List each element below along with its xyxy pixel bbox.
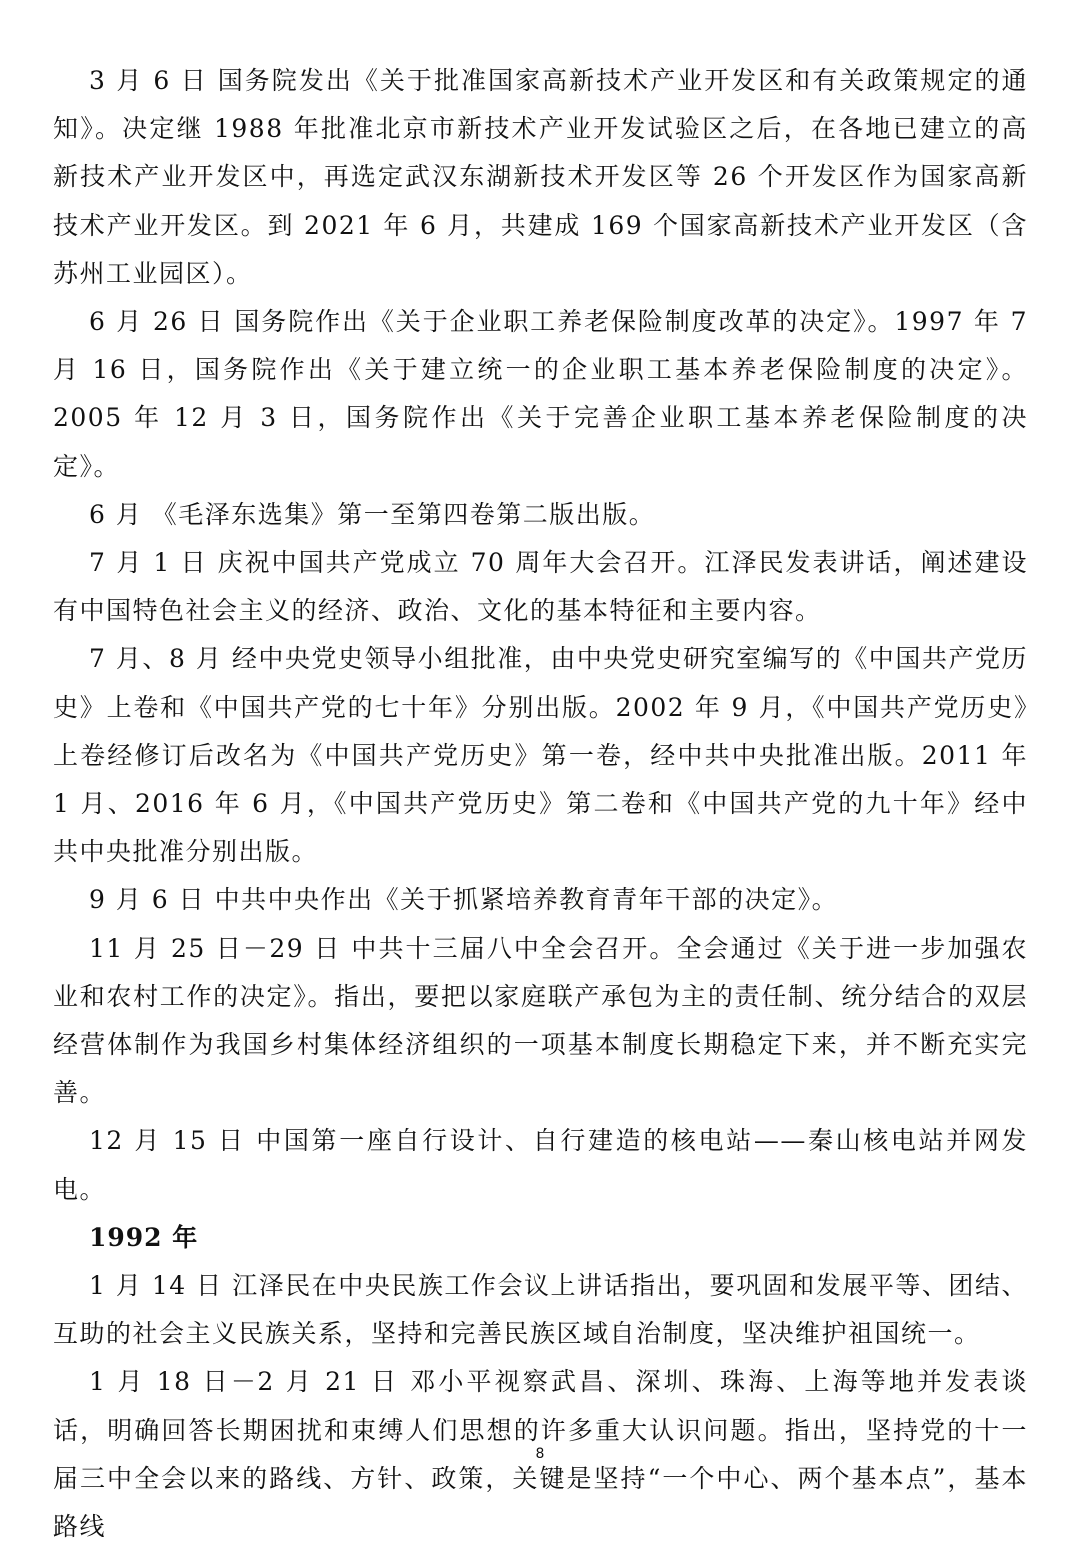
chronicle-entry: 12 月 15 日 中国第一座自行设计、自行建造的核电站——秦山核电站并网发电。	[53, 1126, 1028, 1204]
page-number: 8	[535, 1446, 545, 1462]
chronicle-entry: 1 月 18 日－2 月 21 日 邓小平视察武昌、深圳、珠海、上海等地并发表谈话，明确回答长期困扰和束缚人们思想的许多重大认识问题。指出，坚持党的十一届三中全会以来的路线、方针、政策，关键是坚持“一个中心、两个基本点”，基本路线	[53, 1367, 1028, 1542]
chronicle-entry: 9 月 6 日 中共中央作出《关于抓紧培养教育青年干部的决定》。	[89, 885, 839, 915]
chronicle-entry: 3 月 6 日 国务院发出《关于批准国家高新技术产业开发区和有关政策规定的通知》。决定继 1988 年批准北京市新技术产业开发试验区之后，在各地已建立的高新技术产业开发区中，再选定武汉东湖新技术开发区等 26 个开发区作为国家高新技术产业开发区。到 2021 年 6 月，共建成 169 个国家高新技术产业开发区（含苏州工业园区）。	[53, 66, 1028, 288]
page-content	[53, 57, 1028, 1551]
chronicle-entry: 11 月 25 日－29 日 中共十三届八中全会召开。全会通过《关于进一步加强农业和农村工作的决定》。指出，要把以家庭联产承包为主的责任制、统分结合的双层经营体制作为我国乡村集体经济组织的一项基本制度长期稳定下来，并不断充实完善。	[53, 933, 1028, 1108]
chronicle-entry: 7 月、8 月 经中央党史领导小组批准，由中央党史研究室编写的《中国共产党历史》上卷和《中国共产党的七十年》分别出版。2002 年 9 月，《中国共产党历史》上卷经修订后改名为《中国共产党历史》第一卷，经中共中央批准出版。2011 年 1 月、2016 年 6 月，《中国共产党历史》第二卷和《中国共产党的九十年》经中共中央批准分别出版。	[53, 644, 1028, 867]
chronicle-entry: 1 月 14 日 江泽民在中央民族工作会议上讲话指出，要巩固和发展平等、团结、互助的社会主义民族关系，坚持和完善民族区域自治制度，坚决维护祖国统一。	[53, 1271, 1028, 1349]
chronicle-entry: 7 月 1 日 庆祝中国共产党成立 70 周年大会召开。江泽民发表讲话，阐述建设有中国特色社会主义的经济、政治、文化的基本特征和主要内容。	[53, 548, 1028, 626]
year-heading: 1992 年	[89, 1222, 199, 1252]
chronicle-entry: 6 月 《毛泽东选集》第一至第四卷第二版出版。	[89, 499, 656, 529]
chronicle-entry: 6 月 26 日 国务院作出《关于企业职工养老保险制度改革的决定》。1997 年 7 月 16 日，国务院作出《关于建立统一的企业职工基本养老保险制度的决定》。2005 年 12 月 3 日，国务院作出《关于完善企业职工基本养老保险制度的决定》。	[53, 307, 1028, 481]
